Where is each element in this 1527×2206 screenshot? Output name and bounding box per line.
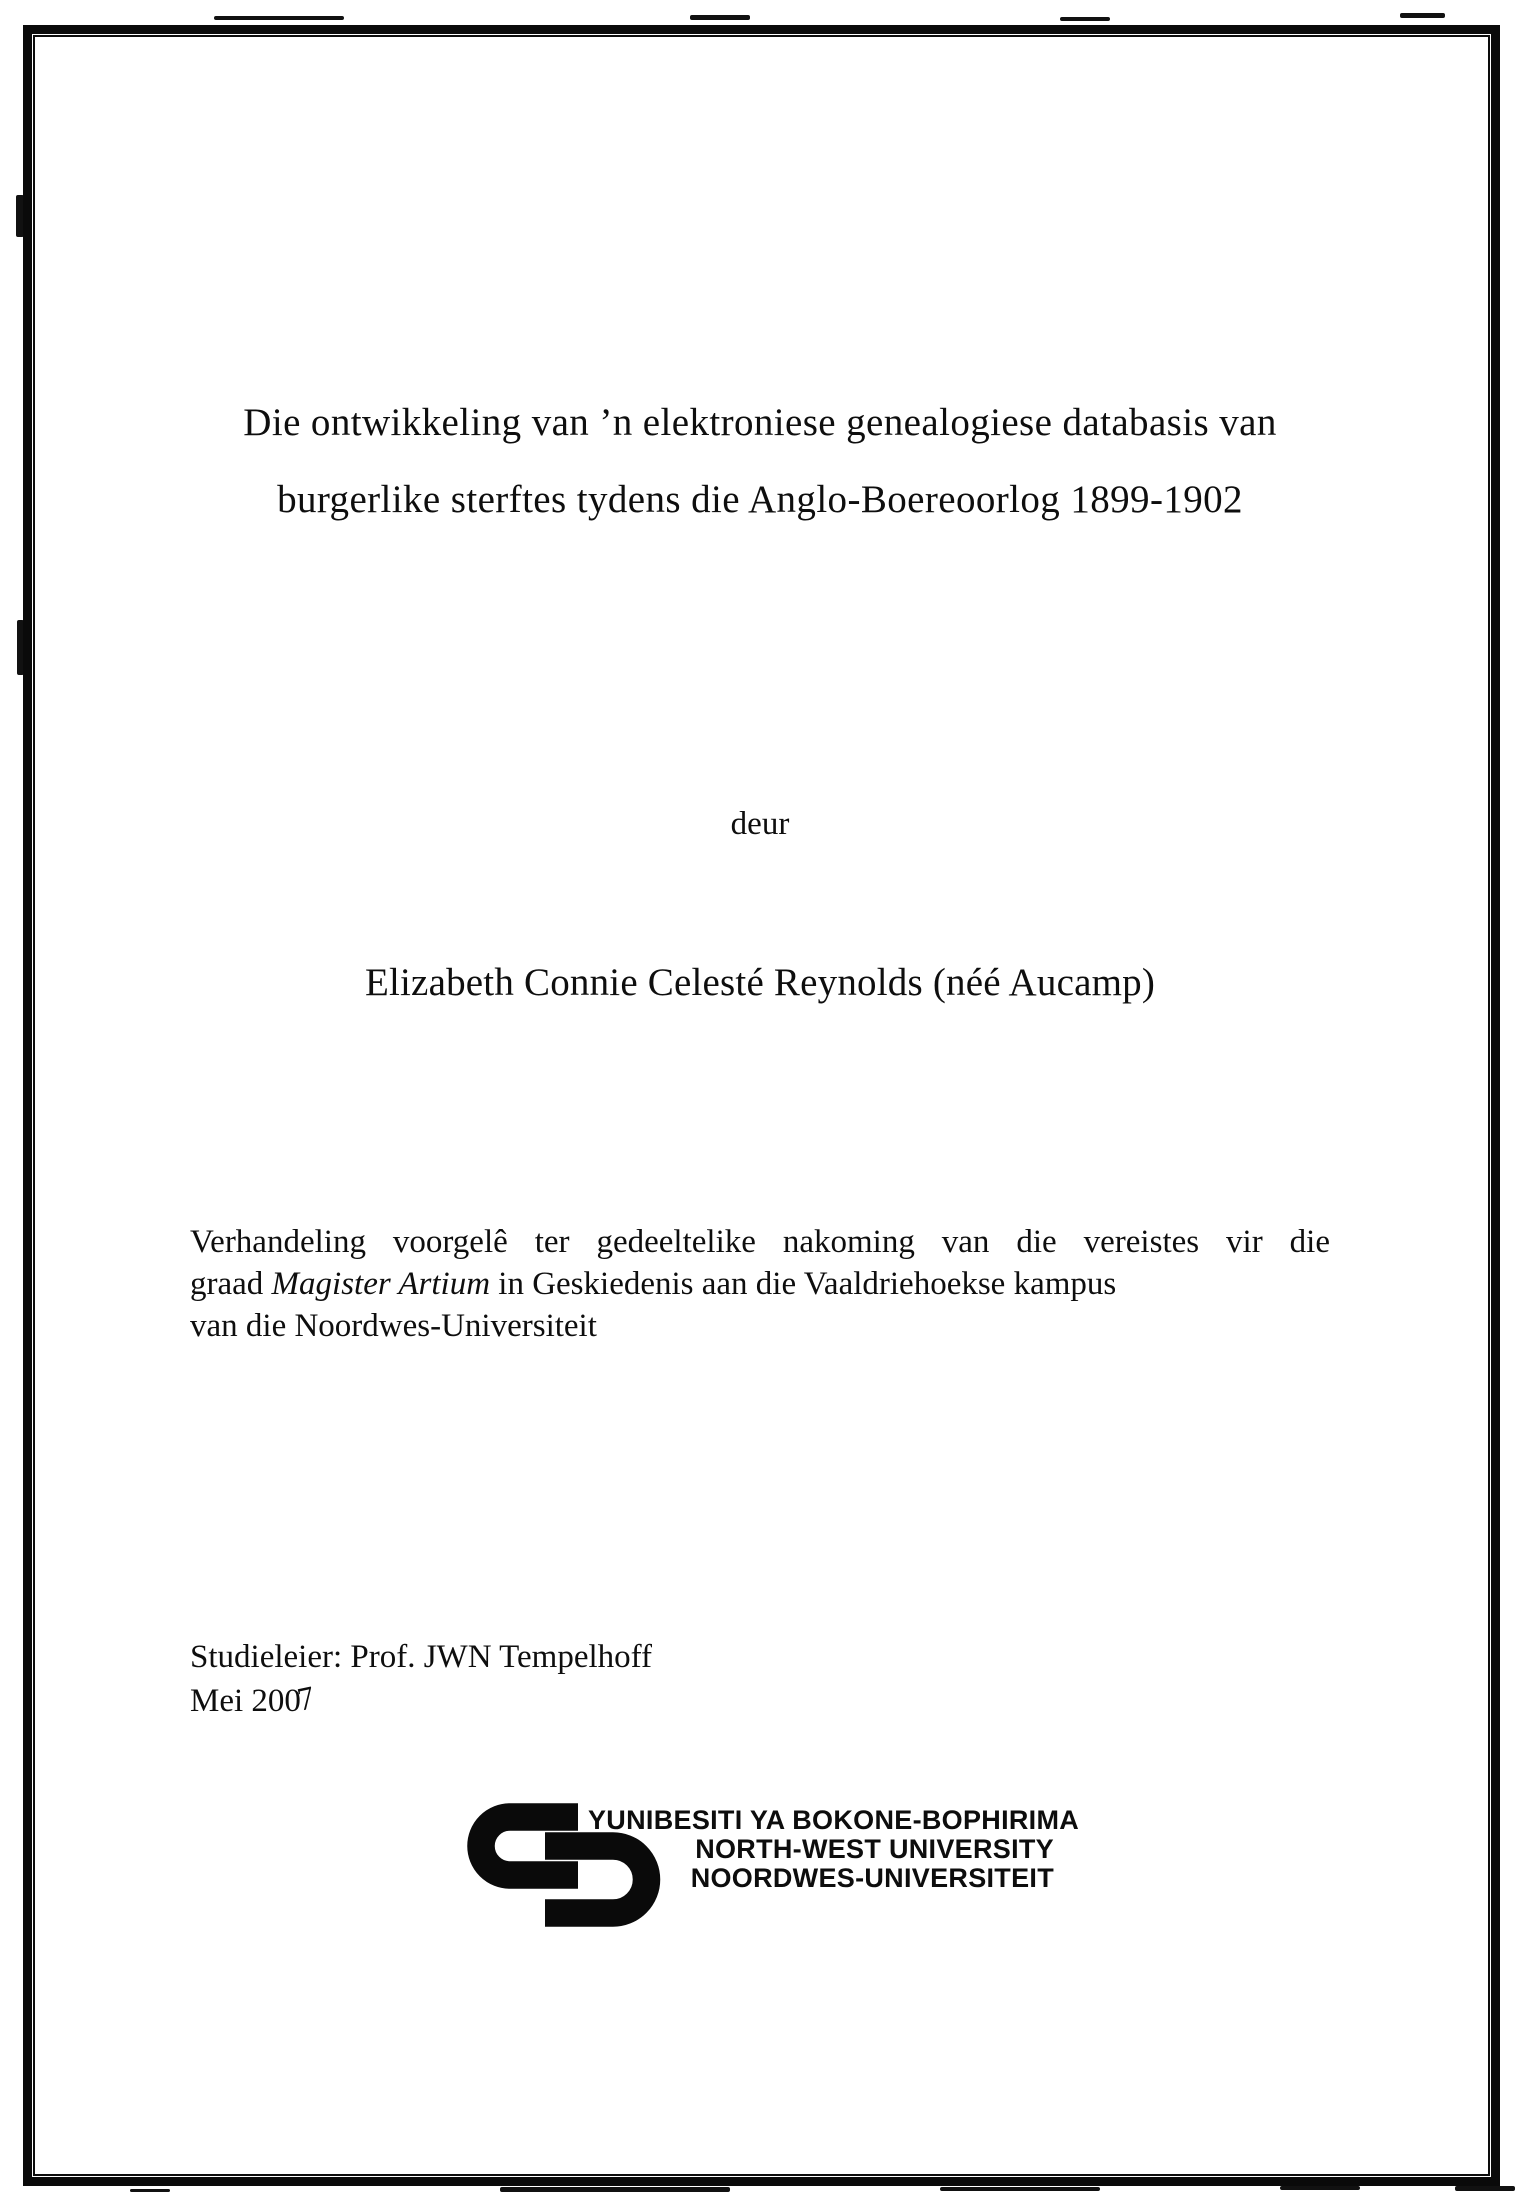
author-name: Elizabeth Connie Celesté Reynolds (néé Aucamp) [364, 961, 1156, 1004]
date-last-digit: 7 [294, 1680, 318, 1719]
degree-name-italic: Magister Artium [271, 1266, 491, 1302]
scan-artifact [1400, 13, 1445, 18]
thesis-title [190, 384, 1330, 538]
scan-artifact [940, 2187, 1100, 2191]
scan-artifact [1455, 2186, 1515, 2191]
degree-statement-line2-pre: graad [190, 1266, 272, 1302]
scan-artifact [500, 2187, 730, 2192]
degree-statement-line2-post: in Geskiedenis aan die Vaaldriehoekse kampus [490, 1266, 1117, 1302]
degree-statement [190, 1221, 1330, 1347]
university-logo-text [588, 1805, 1080, 1893]
scan-artifact [214, 16, 344, 20]
degree-statement-line3: van die Noordwes-Universiteit [190, 1308, 597, 1344]
scan-artifact [1060, 17, 1110, 21]
supervisor-block [190, 1635, 1330, 1723]
scan-artifact [130, 2189, 170, 2192]
thesis-title-line1: Die ontwikkeling van ’n elektroniese genealogiese databasis van [243, 401, 1277, 444]
date-line [190, 1679, 1330, 1723]
degree-statement-line2 [190, 1263, 1330, 1305]
logo-line-english: NORTH-WEST UNIVERSITY [695, 1834, 1054, 1864]
supervisor-line: Studieleier: Prof. JWN Tempelhoff [190, 1639, 653, 1675]
logo-line-afrikaans: NOORDWES-UNIVERSITEIT [690, 1863, 1054, 1893]
thesis-title-line2: burgerlike sterftes tydens die Anglo-Boereoorlog 1899-1902 [277, 478, 1243, 521]
logo-line-setswana: YUNIBESITI YA BOKONE-BOPHIRIMA [588, 1805, 1080, 1835]
date-prefix: Mei 200 [190, 1683, 301, 1719]
byline-preposition: deur [730, 806, 790, 842]
degree-statement-line1: Verhandeling voorgelê ter gedeeltelike nakoming van die vereistes vir die [190, 1224, 1330, 1260]
scan-artifact [1280, 2186, 1360, 2190]
scan-artifact [690, 15, 750, 20]
